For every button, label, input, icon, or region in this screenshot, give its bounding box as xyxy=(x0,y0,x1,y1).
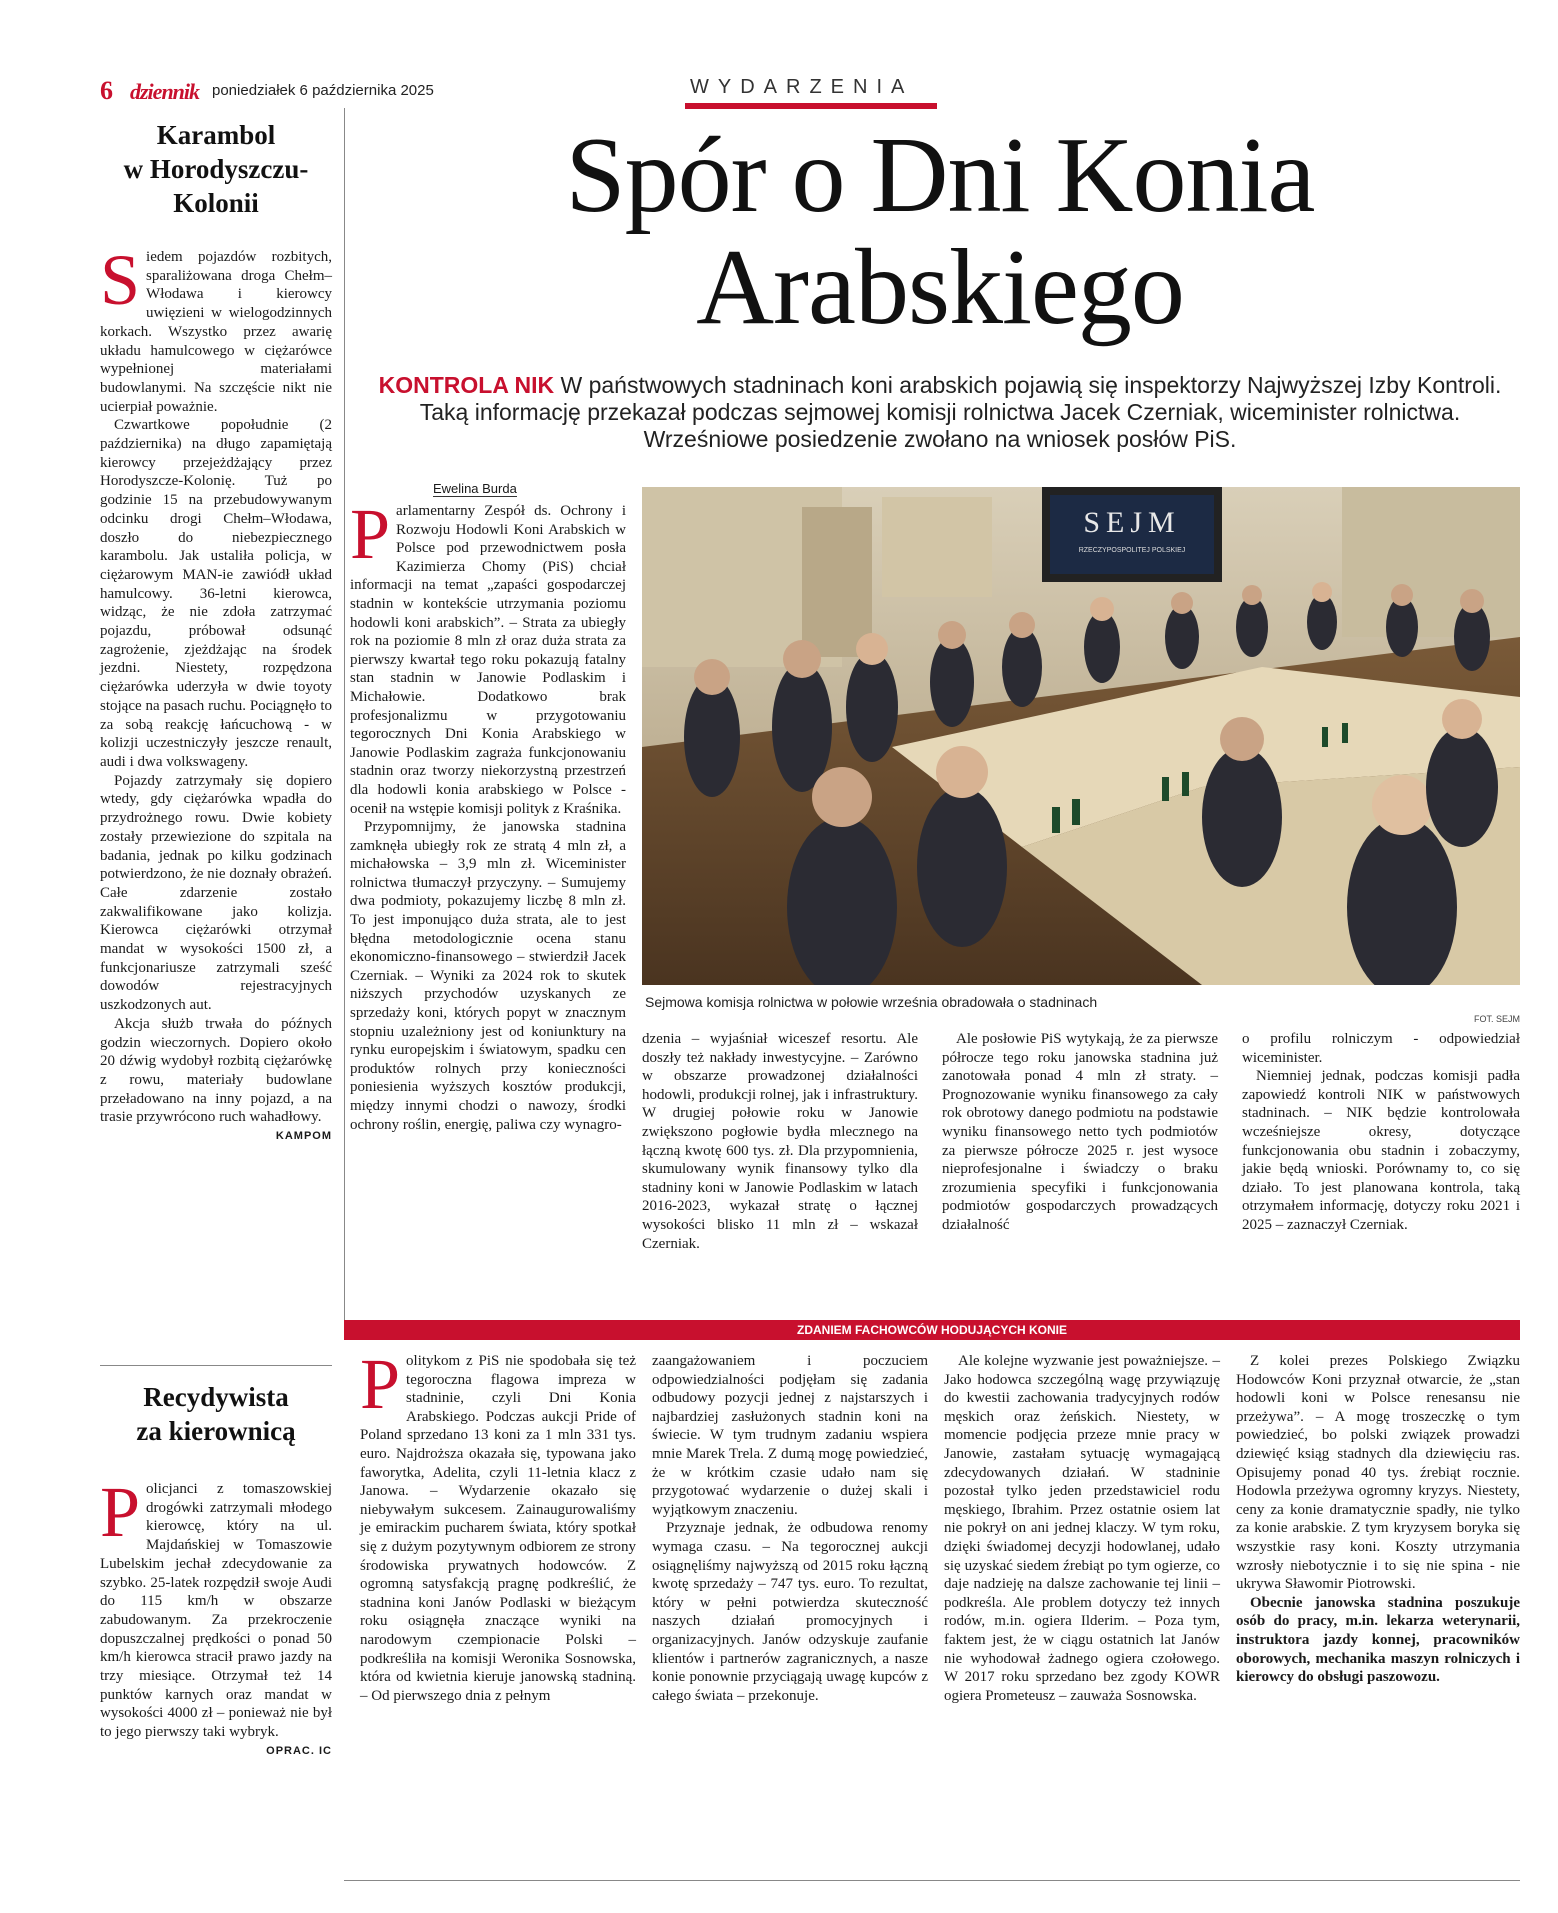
svg-text:RZECZYPOSPOLITEJ POLSKIEJ: RZECZYPOSPOLITEJ POLSKIEJ xyxy=(1078,547,1186,554)
author-signature: KAMPOM xyxy=(275,1130,332,1143)
box-column-2: zaangażowaniem i poczuciem odpowiedzialności podjęłam się zadania odbudowy pozycji jednej z najstarszych i najbardziej zasłużonych stadnin koni na świecie. W tym trudnym zadaniu wspiera mnie Marek Trela. Z dumą mogę powiedzieć, że w krótkim czasie udało nam się przygotować wydarzenie o dużej skali i wyjątkowym znaczeniu. Przyznaje jednak, że odbudowa renomy wymaga czasu. – Na tegorocznej aukcji osiągnęliśmy najwyższą od 2015 roku łączną kwotę sprzedaży – 747 tys. euro. To rezultat, który w pełni potwierdza skuteczność naszych działań promocyjnych i organizacyjnych. Janów odzyskuje zaufanie klientów i partnerów zagranicznych, a nasze konie ponownie przyciągają uwagę kupców z całego świata – przekonuje. xyxy=(652,1353,928,1704)
section-underline xyxy=(685,103,937,109)
headline: Spór o Dni Konia Arabskiego xyxy=(565,116,1315,347)
page-number: 6 xyxy=(100,76,113,105)
sejm-sign: SEJM xyxy=(1083,506,1181,539)
kicker: KONTROLA NIK xyxy=(378,372,555,398)
box-column-1: Politykom z PiS nie spodobała się też tegoroczna flagowa impreza w stadninie, czyli Dni Konia Arabskiego. Podczas aukcji Pride of Poland sprzedano 13 koni za 1 mln 331 tys. euro. Najdroższa okazała się, typowana jako faworytka, Adelita, czyli 11-letnia klacz z Janowa. – Wydarzenie okazało się niebywałym sukcesem. Zainaugurowaliśmy je emirackim pucharem świata, który spotkał się z dużym pozytywnym odbiorem ze strony środowiska prywatnych hodowców. Z ogromną satysfakcją pragnę podkreślić, że stadnina koni Janów Podlaski w bieżącym roku osiągnęła znaczące wyniki na narodowym czempionacie Polski – podkreśliła na komisji Weronika Sosnowska, która od kwietnia kieruje janowską stadniną. – Od pierwszego dnia z pełnym xyxy=(360,1344,636,1704)
article-column-4: o profilu rolniczym - odpowiedział wiceminister. Niemniej jednak, podczas komisji padła zapowiedź kontroli NIK w państwowych stadninach. – NIK będzie kontrolowała wcześniejsze okresy, dotyczące funkcjonowania obu stadnin i zobaczymy, jakie będą wnioski. Porównamy to, co się działo. To jest planowana kontrola, taką otrzymałem informację, dotyczy roku 2021 i 2025 – zaznaczył Czerniak. xyxy=(1242,1031,1520,1233)
article-column-2: dzenia – wyjaśniał wiceszef resortu. Ale doszły też nakłady inwestycyjne. – Zarówno w obszarze prowadzonej działalności hodowli, produkcji rolnej, jak i infrastruktury. W drugiej połowie roku w Janowie zwiększono pogłowie bydła mlecznego na łączną kwotę 600 tys. zł. Dla przypomnienia, skumulowany wynik finansowy tylko dla stadniny koni w Janowie Podlaskim w latach 2016-2023, wykazał stratę o łącznej wysokości blisko 11 mln zł – wskazał Czerniak. xyxy=(642,1031,918,1252)
dropcap: S xyxy=(100,240,141,320)
box-column-3: Ale kolejne wyzwanie jest poważniejsze. – Jako hodowca szczególną wagę przywiązuję do kwestii zachowania tradycyjnych rodów męskich oraz żeńskich. Niestety, w momencie podjęcia przeze mnie pracy w Janowie, zastałam sytuację wymagającą zdecydowanych działań. W stadninie pozostał tylko jeden przedstawiciel rodu męskiego, Ibrahim. Przez ostatnie osiem lat nie pokrył on ani jednej klaczy. W tym roku, dzięki świadomej decyzji hodowlanej, udało się uzyskać siedem źrebiąt po tym ogierze, co daje nadzieję na dalsze zachowanie tej linii – podkreśla. Ale problem dotyczy też innych rodów, m.in. ogiera Ilderim. – Poza tym, faktem jest, że w ciągu ostatnich lat Janów nie wyhodował żadnego ogiera czołowego. W 2017 roku sprzedano bez zgody KOWR ogiera Prometeusz – zauważa Sosnowska. xyxy=(944,1353,1220,1704)
dropcap: P xyxy=(360,1344,401,1424)
page-header xyxy=(100,76,1520,106)
issue-date: poniedziałek 6 października 2025 xyxy=(212,82,434,99)
dropcap: P xyxy=(350,494,391,574)
photo-caption: Sejmowa komisja rolnictwa w połowie września obradowała o stadninach xyxy=(645,994,1098,1010)
box-bottom-rule xyxy=(344,1880,1520,1881)
sidebar2-article: Policjanci z tomaszowskiej drogówki zatrzymali młodego kierowcę, który na ul. Majdańskiej w Tomaszowie Lubelskim jechał zdecydowanie za szybko. 25-latek rozpędził swoje Audi do 115 km/h w obszarze zabudowanym. Za przekroczenie dopuszczalnej prędkości o ponad 50 km/h kierowca stracił prawo jazdy na trzy miesiące. Otrzymał też 14 punktów karnych oraz mandat w wysokości 4000 zł – ponieważ nie był to jego pierwszy taki wybryk. OPRAC. IC xyxy=(100,1472,332,1757)
byline: Ewelina Burda xyxy=(433,481,517,496)
lead-paragraph: KONTROLA NIK W państwowych stadninach koni arabskich pojawią się inspektorzy Najwyższej Izby Kontroli. Taką informację przekazał podczas sejmowej komisji rolnictwa Jacek Czerniak, wiceminister rolnictwa. Wrześniowe posiedzenie zwołano na wniosek posłów PiS. xyxy=(378,372,1502,452)
committee-photo[interactable] xyxy=(642,487,1520,985)
box-header: ZDANIEM FACHOWCÓW HODUJĄCYCH KONIE xyxy=(344,1320,1520,1340)
sidebar1-article: Siedem pojazdów rozbitych, sparaliżowana droga Chełm–Włodawa i kierowcy uwięzieni w wielogodzinnych korkach. Wszystko przez awarię układu hamulcowego w ciężarówce wypełnionej materiałami budowlanymi. Na szczęście nikt nie ucierpiał poważnie. Czwartkowe popołudnie (2 października) na długo zapamiętają kierowcy przejeżdżający przez Horodyszcze-Kolonię. Tuż po godzinie 15 na przebudowywanym odcinku drogi Chełm–Włodawa, doszło do niebezpiecznego karambolu. Jak ustaliła policja, w ciężarowym MAN-ie zawiódł układ hamulcowy. 36-letni kierowca, widząc, że nie zdoła zatrzymać pojazdu, próbował odsunąć zagrożenie, zjeżdżając na środek jezdni. Niestety, rozpędzona ciężarówka uderzyła w dwie toyoty stojące na pasach ruchu. Pociągnęło to za sobą reakcję łańcuchową - w kolizji uczestniczyły jeszcze renault, audi i dwa volkswageny. Pojazdy zatrzymały się dopiero wtedy, gdy ciężarówka wpadła do przydrożnego rowu. Dwie kobiety zostały przewiezione do szpitala na badania, jednak po kilku godzinach potwierdzono, że nie doznały obrażeń. Całe zdarzenie zostało zakwalifikowane jako kolizja. Kierowca ciężarówki otrzymał mandat w wysokości 1500 zł, a funkcjonariusze zatrzymali sześć dowodów rejestracyjnych uszkodzonych aut. Akcja służb trwała do późnych godzin wieczornych. Dopiero około 20 dźwig wydobył rozbitą ciężarówkę z rowu, materiały budowlane przeładowano na inny pojazd, a na trasie przywrócono ruch wahadłowy. KAMPOM xyxy=(100,240,332,1143)
section-label: WYDARZENIA xyxy=(690,76,914,98)
box-column-4: Z kolei prezes Polskiego Związku Hodowców Koni przyznał otwarcie, że „stan hodowli koni w Polsce renesansu nie przeżywa”. – A mogę troszeczkę o tym powiedzieć, bo polski związek prowadzi dziewięć ksiąg stadnych dla dziewięciu ras. Opisujemy ponad 40 tys. źrebiąt rocznie. Hodowla przeżywa ogromny kryzys. Niestety, ceny za konie dramatycznie spadły, nie tylko za konie arabskie. Z tym kryzysem boryka się wszystkie rasy koni. Koszty utrzymania wzrosły niebotycznie i to się nie spina - nie ukrywa Sławomir Piotrowski. Obecnie janowska stadnina poszukuje osób do pracy, m.in. lekarza weterynarii, instruktora jazdy konnej, pracowników oborowych, mechanika maszyn rolniczych i kierowcy do obsługi paszowozu. xyxy=(1236,1353,1520,1686)
article-column-1: Parlamentarny Zespół ds. Ochrony i Rozwoju Hodowli Koni Arabskich w Polsce pod przewodnictwem posła Kazimierza Chomy (PiS) chciał informacji na temat „zapaści gospodarczej stadnin w kontekście utrzymania poziomu hodowli koni arabskich”. – Strata za ubiegły rok na poziomie 8 mln zł oraz duża strata za pierwszy kwartał tego roku pokazują fatalny stan stadnin w Janowie Podlaskim i Michałowie. Dodatkowo brak profesjonalizmu w przygotowaniu tegorocznych Dni Konia Arabskiego w Janowie Podlaskim zagraża funkcjonowaniu stadnin oraz tworzy niekorzystną przestrzeń dla hodowli konia arabskiego w Polsce - ocenił na wstępie komisji polityk z Kraśnika. Przypomnijmy, że janowska stadnina zamknęła ubiegły rok ze stratą 4 mln zł, a michałowska – 3,9 mln zł. Wiceminister rolnictwa tłumaczył przyczyny. – Sumujemy dwa podmioty, pokazujemy liczbę 8 mln zł. To jest imponująco duża strata, ale to jest błędna metodologicznie ocena stanu ekonomiczno-finansowego – stwierdził Jacek Czerniak. – Wyniki za 2024 rok to skutek niższych przychodów uzyskanych ze sprzedaży koni, których popyt w znacznym stopniu uzależniony jest od koniunktury na rynku europejskim i światowym, spadku cen produktów rolnych przy konieczności poniesienia wyższych kosztów produkcji, między innymi chodzi o nawozy, środki ochrony roślin, energię, paliwa czy wynagro- xyxy=(350,494,626,1133)
newspaper-logo[interactable]: dziennik xyxy=(130,79,200,104)
photo-credit: FOT. SEJM xyxy=(1473,1014,1520,1024)
sidebar1-title: Karambol w Horodyszczu- Kolonii xyxy=(123,120,309,218)
committee-photo-illustration xyxy=(642,487,1520,985)
article-column-3: Ale posłowie PiS wytykają, że za pierwsze półrocze tego roku janowska stadnina już zanotowała ponad 4 mln zł straty. – Prognozowanie wyniku finansowego za cały rok obrotowy danego podmiotu na podstawie wyniku finansowego netto tych podmiotów za pierwsze półrocze 2025 r. jest wysoce nieprofesjonalne i świadczy o braku zrozumienia specyfiki i funkcjonowania podmiotów gospodarczych prowadzących działalność xyxy=(942,1031,1218,1233)
author-signature: OPRAC. IC xyxy=(266,1744,332,1757)
sidebar-separator xyxy=(100,1365,332,1366)
dropcap: P xyxy=(100,1472,141,1552)
sidebar2-title: Recydywista za kierownicą xyxy=(136,1382,296,1446)
sidebar-divider xyxy=(344,108,345,1338)
